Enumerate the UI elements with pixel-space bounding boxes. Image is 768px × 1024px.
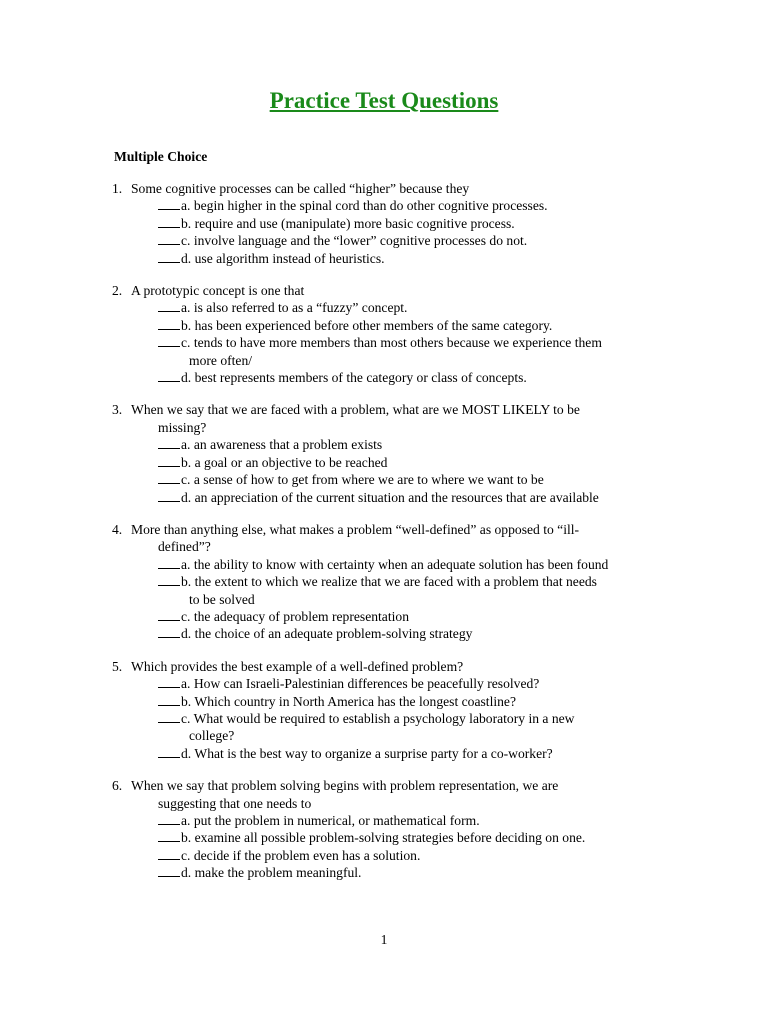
option-letter: c. bbox=[181, 233, 191, 249]
question-item bbox=[112, 521, 672, 643]
option-letter: a. bbox=[181, 300, 191, 316]
option-letter: b. bbox=[181, 830, 192, 846]
option-letter: b. bbox=[181, 317, 192, 333]
question-number: 1. bbox=[112, 181, 123, 196]
answer-option bbox=[112, 608, 672, 625]
option-letter: c. bbox=[181, 608, 191, 624]
option-text: is also referred to as a “fuzzy” concept. bbox=[193, 300, 408, 316]
answer-option bbox=[112, 864, 672, 881]
option-letter: d. bbox=[181, 370, 192, 386]
answer-option bbox=[112, 693, 672, 710]
option-text: examine all possible problem-solving strategies before deciding on one. bbox=[194, 830, 586, 846]
question-text: Which provides the best example of a well-defined problem? bbox=[131, 658, 464, 674]
answer-blank bbox=[158, 710, 180, 723]
option-text: What would be required to establish a psychology laboratory in a new bbox=[193, 710, 575, 726]
option-text: more often/ bbox=[189, 352, 253, 368]
answer-option bbox=[112, 197, 672, 214]
option-text: best represents members of the category or class of concepts. bbox=[194, 370, 527, 386]
answer-blank bbox=[158, 471, 180, 484]
option-letter: d. bbox=[181, 626, 192, 642]
question-text: A prototypic concept is one that bbox=[131, 283, 305, 299]
answer-blank bbox=[158, 556, 180, 569]
answer-option bbox=[112, 250, 672, 267]
option-text: involve language and the “lower” cognitive processes do not. bbox=[193, 233, 528, 249]
option-letter: c. bbox=[181, 847, 191, 863]
option-letter: a. bbox=[181, 813, 191, 828]
answer-blank bbox=[158, 608, 180, 621]
answer-blank bbox=[158, 675, 180, 688]
option-text: What is the best way to organize a surprise party for a co-worker? bbox=[194, 745, 553, 761]
answer-blank bbox=[158, 436, 180, 449]
answer-option bbox=[112, 454, 672, 471]
option-text: require and use (manipulate) more basic cognitive process. bbox=[194, 215, 515, 231]
option-text: put the problem in numerical, or mathematical form. bbox=[193, 813, 480, 828]
question-stem bbox=[112, 658, 672, 675]
option-text: the adequacy of problem representation bbox=[193, 608, 409, 624]
answer-option bbox=[112, 625, 672, 642]
option-letter: d. bbox=[181, 745, 192, 761]
question-number: 6. bbox=[112, 778, 123, 794]
answer-option bbox=[112, 675, 672, 692]
answer-option bbox=[112, 573, 672, 608]
question-item bbox=[112, 180, 672, 267]
option-text: an appreciation of the current situation and the resources that are available bbox=[194, 489, 599, 505]
answer-blank bbox=[158, 829, 180, 842]
answer-blank bbox=[158, 489, 180, 502]
answer-blank bbox=[158, 454, 180, 467]
answer-option bbox=[112, 334, 672, 369]
question-stem bbox=[112, 180, 672, 197]
question-item bbox=[112, 401, 672, 505]
question-number: 3. bbox=[112, 402, 123, 418]
option-text: the extent to which we realize that we are faced with a problem that needs bbox=[194, 574, 597, 590]
answer-option bbox=[112, 829, 672, 846]
answer-option bbox=[112, 556, 672, 573]
option-text: begin higher in the spinal cord than do other cognitive processes. bbox=[193, 198, 548, 214]
option-text: How can Israeli-Palestinian differences be peacefully resolved? bbox=[193, 676, 540, 692]
option-text: Which country in North America has the longest coastline? bbox=[194, 693, 516, 709]
answer-blank bbox=[158, 299, 180, 312]
question-stem bbox=[112, 401, 672, 436]
answer-blank bbox=[158, 197, 180, 210]
option-text: a sense of how to get from where we are to where we want to be bbox=[193, 472, 544, 488]
option-text: decide if the problem even has a solution. bbox=[193, 847, 421, 863]
option-text: tends to have more members than most others because we experience them bbox=[193, 335, 602, 351]
answer-blank bbox=[158, 250, 180, 263]
question-stem bbox=[112, 777, 672, 812]
question-item bbox=[112, 777, 672, 881]
answer-option bbox=[112, 299, 672, 316]
question-text: When we say that we are faced with a problem, what are we MOST LIKELY to be bbox=[131, 402, 580, 418]
question-number: 2. bbox=[112, 283, 123, 299]
option-text: make the problem meaningful. bbox=[194, 865, 362, 881]
question-stem bbox=[112, 282, 672, 299]
option-letter: b. bbox=[181, 454, 192, 470]
option-letter: c. bbox=[181, 472, 191, 488]
option-text: the choice of an adequate problem-solving strategy bbox=[194, 626, 473, 642]
option-text: the ability to know with certainty when an adequate solution has been found bbox=[193, 556, 609, 572]
question-list bbox=[112, 180, 672, 897]
question-item bbox=[112, 658, 672, 762]
answer-blank bbox=[158, 334, 180, 347]
option-text: an awareness that a problem exists bbox=[193, 437, 383, 453]
option-text: college? bbox=[189, 728, 235, 744]
option-letter: d. bbox=[181, 865, 192, 881]
option-letter: a. bbox=[181, 198, 191, 214]
option-letter: a. bbox=[181, 556, 191, 572]
answer-blank bbox=[158, 573, 180, 586]
section-heading: Multiple Choice bbox=[114, 149, 208, 164]
question-text: Some cognitive processes can be called “higher” because they bbox=[131, 181, 470, 196]
answer-blank bbox=[158, 812, 180, 825]
answer-blank bbox=[158, 847, 180, 860]
question-number: 5. bbox=[112, 658, 123, 674]
question-text: More than anything else, what makes a problem “well-defined” as opposed to “ill- bbox=[131, 521, 580, 537]
option-letter: c. bbox=[181, 335, 191, 351]
answer-blank bbox=[158, 693, 180, 706]
option-letter: a. bbox=[181, 676, 191, 692]
option-letter: b. bbox=[181, 215, 192, 231]
option-text: a goal or an objective to be reached bbox=[194, 454, 388, 470]
answer-blank bbox=[158, 232, 180, 245]
option-letter: a. bbox=[181, 437, 191, 453]
answer-option bbox=[112, 215, 672, 232]
answer-option bbox=[112, 489, 672, 506]
answer-option bbox=[112, 471, 672, 488]
page-number: 1 bbox=[380, 932, 388, 947]
question-text: When we say that problem solving begins with problem representation, we are bbox=[131, 778, 559, 794]
question-number: 4. bbox=[112, 521, 123, 537]
answer-option bbox=[112, 232, 672, 249]
answer-option bbox=[112, 369, 672, 386]
option-text: use algorithm instead of heuristics. bbox=[194, 250, 385, 266]
answer-blank bbox=[158, 625, 180, 638]
answer-option bbox=[112, 436, 672, 453]
question-text: missing? bbox=[158, 419, 207, 435]
question-text: defined”? bbox=[158, 539, 211, 555]
question-text: suggesting that one needs to bbox=[158, 795, 312, 811]
page-title: Practice Test Questions bbox=[269, 88, 499, 113]
answer-blank bbox=[158, 369, 180, 382]
answer-option bbox=[112, 710, 672, 745]
option-letter: d. bbox=[181, 250, 192, 266]
option-text: has been experienced before other members of the same category. bbox=[194, 317, 553, 333]
question-item bbox=[112, 282, 672, 386]
option-letter: b. bbox=[181, 574, 192, 590]
option-letter: c. bbox=[181, 710, 191, 726]
option-letter: b. bbox=[181, 693, 192, 709]
question-stem bbox=[112, 521, 672, 556]
answer-option bbox=[112, 847, 672, 864]
answer-option bbox=[112, 812, 672, 829]
answer-option bbox=[112, 745, 672, 762]
answer-blank bbox=[158, 317, 180, 330]
answer-blank bbox=[158, 864, 180, 877]
answer-blank bbox=[158, 745, 180, 758]
option-text: to be solved bbox=[189, 591, 255, 607]
option-letter: d. bbox=[181, 489, 192, 505]
answer-option bbox=[112, 317, 672, 334]
answer-blank bbox=[158, 215, 180, 228]
